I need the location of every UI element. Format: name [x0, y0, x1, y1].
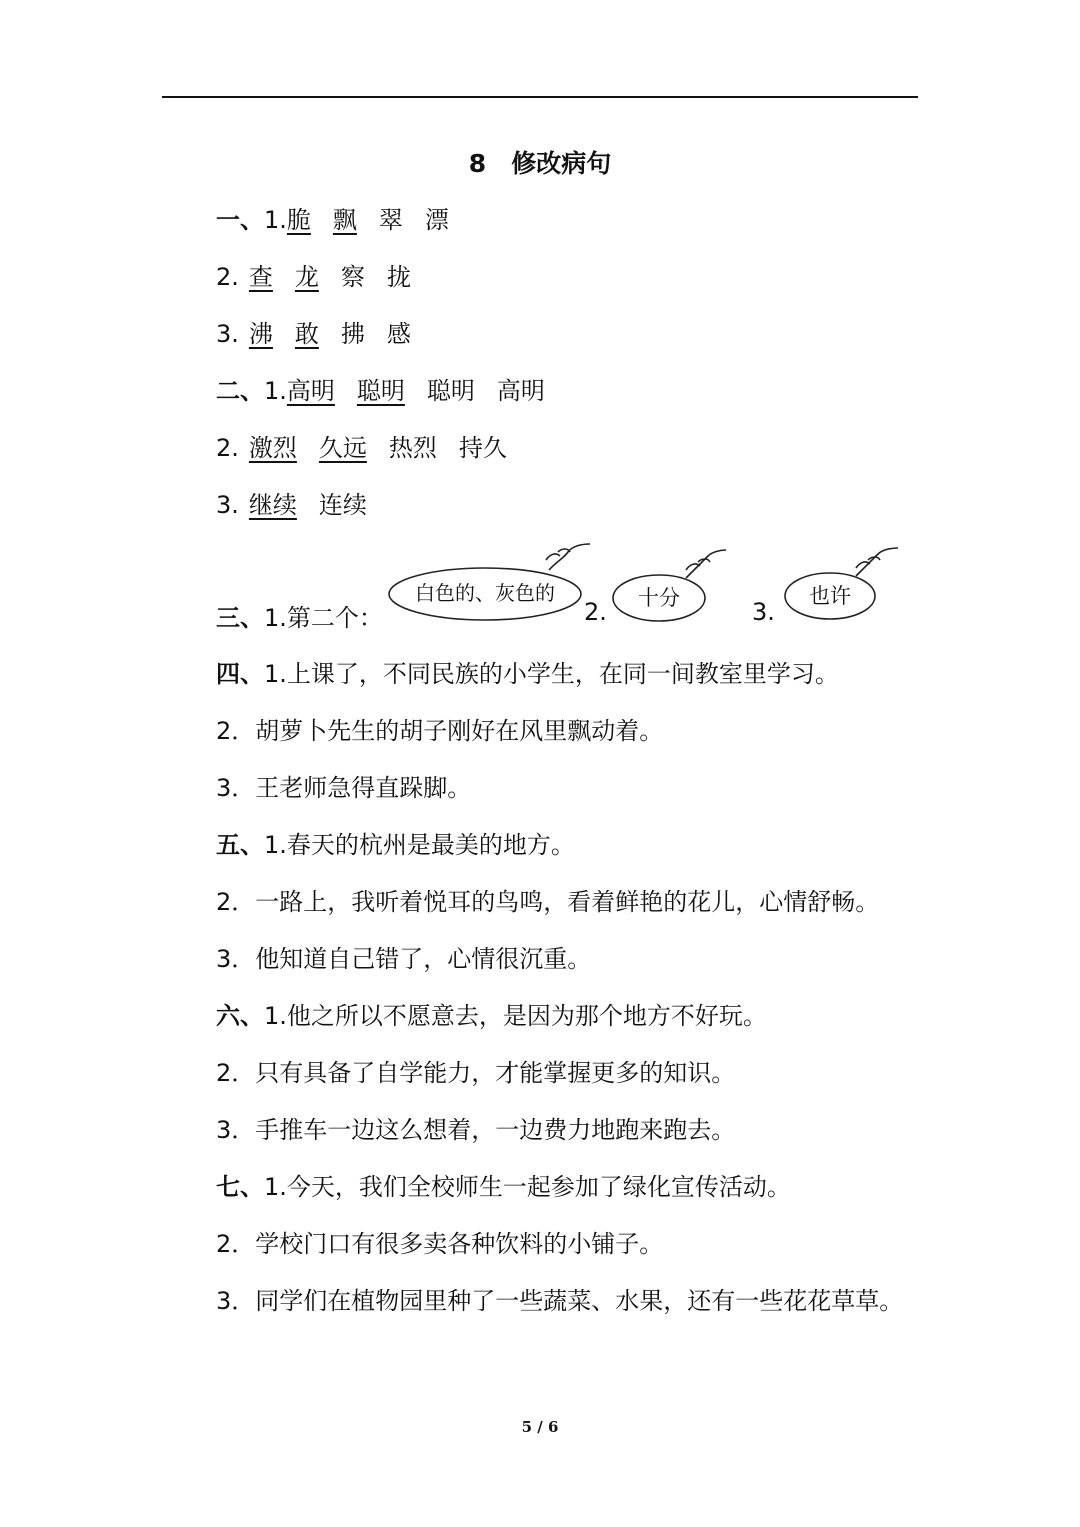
sec3-item-3: 3.: [752, 598, 775, 626]
word: 聪明: [426, 377, 475, 405]
underlined-word: 聪明: [356, 377, 405, 405]
sentence-line: [216, 711, 663, 746]
header-rule: [162, 96, 918, 98]
underlined-word: 高明: [286, 377, 335, 405]
sentence-line: [216, 825, 575, 860]
page-title: 8 修改病句: [468, 149, 612, 178]
word: 持久: [458, 434, 507, 462]
bubble-2-text: 十分: [638, 586, 680, 610]
underlined-word: 飘: [332, 206, 357, 234]
sentence-line: [216, 654, 839, 689]
word: 热烈: [388, 434, 437, 462]
sentence-text: 1.春天的杭州是最美的地方。: [264, 831, 575, 859]
underlined-word: 久远: [318, 434, 367, 462]
word: 连续: [318, 491, 367, 519]
sentence-line: [216, 1167, 791, 1202]
sentence-text: 1.上课了，不同民族的小学生，在同一间教室里学习。: [264, 660, 839, 688]
item-label: 1.第二个：: [264, 604, 383, 632]
sentence-text: 3．他知道自己错了，心情很沉重。: [216, 945, 592, 973]
sec1-row-1: [216, 200, 471, 235]
sentence-line: [216, 768, 471, 803]
sentence-line: [216, 1053, 735, 1088]
sentence-line: [216, 1281, 903, 1316]
section-lead: 二、: [216, 377, 264, 405]
word: 感: [386, 320, 411, 348]
section-lead: 六、: [216, 1002, 264, 1030]
section-lead: 五、: [216, 831, 264, 859]
sec3-row: [216, 540, 916, 630]
page-number: 5 / 6: [521, 1418, 559, 1436]
bubble-1-text: 白色的、灰色的: [415, 581, 555, 605]
word: 翠: [378, 206, 403, 234]
section-lead: 七、: [216, 1173, 264, 1201]
sec2-row-1: [216, 371, 567, 406]
underlined-word: 激烈: [248, 434, 297, 462]
word: 拢: [386, 263, 411, 291]
row-num: 2.: [216, 263, 239, 291]
word-group: [249, 263, 433, 291]
word: 察: [340, 263, 365, 291]
sentence-line: [216, 1224, 663, 1259]
sentence-line: [216, 939, 591, 974]
sentence-line: [216, 996, 767, 1031]
word: 漂: [424, 206, 449, 234]
sec1-row-3: [216, 314, 433, 349]
word-group: [249, 320, 433, 348]
sentence-text: 2．一路上，我听着悦耳的鸟鸣，看着鲜艳的花儿，心情舒畅。: [216, 888, 880, 916]
sentence-text: 1.今天，我们全校师生一起参加了绿化宣传活动。: [264, 1173, 791, 1201]
underlined-word: 继续: [248, 491, 297, 519]
section-lead: 四、: [216, 660, 264, 688]
sentence-line: [216, 882, 879, 917]
sentence-text: 3．手推车一边这么想着，一边费力地跑来跑去。: [216, 1116, 736, 1144]
underlined-word: 龙: [294, 263, 319, 291]
word-group: [287, 377, 567, 405]
underlined-word: 查: [248, 263, 273, 291]
word: 拂: [340, 320, 365, 348]
sentence-text: 2．只有具备了自学能力，才能掌握更多的知识。: [216, 1059, 736, 1087]
word: 高明: [496, 377, 545, 405]
sec1-row-2: [216, 257, 433, 292]
row-num: 2.: [216, 434, 239, 462]
underlined-word: 沸: [248, 320, 273, 348]
row-num: 3.: [216, 320, 239, 348]
word-group: [249, 491, 389, 519]
row-num: 1.: [264, 206, 287, 234]
sentence-text: 2．学校门口有很多卖各种饮料的小铺子。: [216, 1230, 664, 1258]
section-lead: 三、: [216, 604, 264, 632]
underlined-word: 脆: [286, 206, 311, 234]
sentence-text: 2．胡萝卜先生的胡子刚好在风里飘动着。: [216, 717, 664, 745]
sentence-text: 1.他之所以不愿意去，是因为那个地方不好玩。: [264, 1002, 767, 1030]
word-group: [287, 206, 471, 234]
word-group: [249, 434, 529, 462]
sentence-text: 3．王老师急得直跺脚。: [216, 774, 472, 802]
sec2-row-3: [216, 485, 389, 520]
sec3-item-1: [216, 598, 383, 633]
row-num: 3.: [216, 491, 239, 519]
sec3-item-2: 2.: [584, 598, 607, 626]
underlined-word: 敢: [294, 320, 319, 348]
section-lead: 一、: [216, 206, 264, 234]
row-num: 1.: [264, 377, 287, 405]
sentence-line: [216, 1110, 735, 1145]
sentence-text: 3．同学们在植物园里种了一些蔬菜、水果，还有一些花花草草。: [216, 1287, 904, 1315]
sec2-row-2: [216, 428, 529, 463]
bubble-3-text: 也许: [809, 584, 851, 608]
